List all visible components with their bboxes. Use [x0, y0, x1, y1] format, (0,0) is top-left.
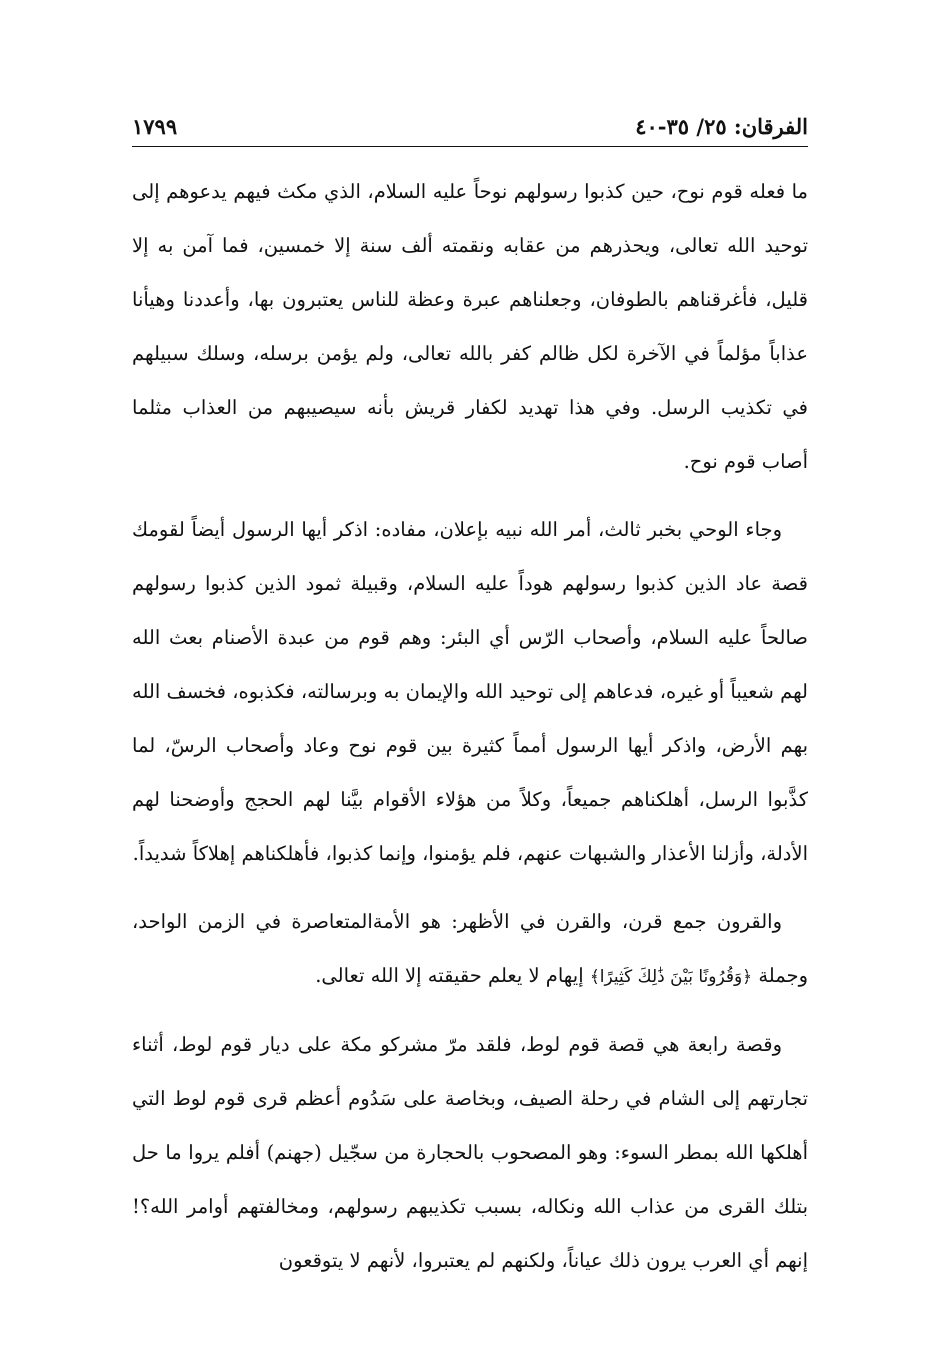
paragraph	[132, 895, 808, 1004]
quran-verse: ﴿وَقُرُونًا بَيْنَ ذَٰلِكَ كَثِيرًا﴾	[589, 967, 753, 987]
paragraph-text: إيهام لا يعلم حقيقته إلا الله تعالى.	[315, 964, 590, 987]
book-page	[132, 112, 808, 1302]
body-text	[132, 165, 808, 1288]
page-number: ١٧٩٩	[132, 114, 178, 139]
running-header	[132, 112, 808, 147]
paragraph: وقصة رابعة هي قصة قوم لوط، فلقد مرّ مشركو مكة على ديار قوم لوط، أثناء تجارتهم إلى الشام في رحلة الصيف، وبخاصة على سَدُوم أعظم قرى قوم لوط التي أهلكها الله بمطر السوء: وهو المصحوب بالحجارة من سجّيل (جهنم) أفلم يروا ما حل بتلك القرى من عذاب الله ونكاله، بسبب تكذيبهم رسولهم، ومخالفتهم أوامر الله؟! إنهم أي العرب يرون ذلك عياناً، ولكنهم لم يعتبروا، لأنهم لا يتوقعون	[132, 1033, 808, 1272]
paragraph: ما فعله قوم نوح، حين كذبوا رسولهم نوحاً عليه السلام، الذي مكث فيهم يدعوهم إلى توحيد الله تعالى، ويحذرهم من عقابه ونقمته ألف سنة إلا خمسين، فما آمن به إلا قليل، فأغرقناهم بالطوفان، وجعلناهم عبرة وعظة للناس يعتبرون بها، وأعددنا وهيأنا عذاباً مؤلماً في الآخرة لكل ظالم كفر بالله تعالى، ولم يؤمن برسله، وسلك سبيلهم في تكذيب الرسل. وفي هذا تهديد لكفار قريش بأنه سيصيبهم من العذاب مثلما أصاب قوم نوح.	[132, 180, 808, 473]
paragraph: وجاء الوحي بخبر ثالث، أمر الله نبيه بإعلان، مفاده: اذكر أيها الرسول أيضاً لقومك قصة عاد الذين كذبوا رسولهم هوداً عليه السلام، وقبيلة ثمود الذين كذبوا رسولهم صالحاً عليه السلام، وأصحاب الرّس أي البئر: وهم قوم من عبدة الأصنام بعث الله لهم شعيباً أو غيره، فدعاهم إلى توحيد الله والإيمان به وبرسالته، فكذبوه، فخسف الله بهم الأرض، واذكر أيها الرسول أمماً كثيرة بين قوم نوح وعاد وأصحاب الرسّ، لما كذَّبوا الرسل، أهلكناهم جميعاً، وكلاً من هؤلاء الأقوام بيَّنا لهم الحجج وأوضحنا لهم الأدلة، وأزلنا الأعذار والشبهات عنهم، فلم يؤمنوا، وإنما كذبوا، فأهلكناهم إهلاكاً شديداً.	[132, 518, 808, 865]
paragraph-text: والقرون جمع قرن، والقرن في الأظهر: هو الأمةالمتعاصرة في الزمن الواحد، وجملة	[132, 910, 808, 987]
chapter-title: الفرقان: ٢٥/ ٣٥-٤٠	[635, 114, 808, 139]
